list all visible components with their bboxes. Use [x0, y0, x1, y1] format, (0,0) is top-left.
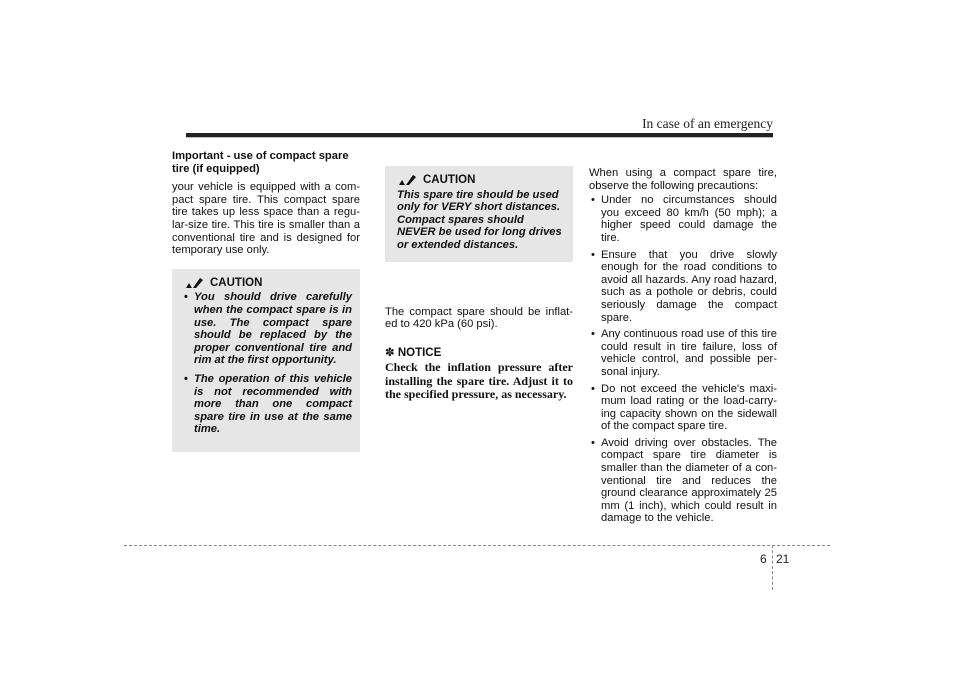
section-title: In case of an emergency: [642, 116, 773, 131]
footer-divider: [772, 545, 773, 590]
list-item: • Any continuous road use of this tire could result in tire failure, loss of vehicle control, and possible per-sonal injury.: [589, 328, 777, 378]
notice-title: ✽ NOTICE: [385, 346, 442, 359]
caution-list-1: [184, 291, 352, 436]
caution-box-2: [385, 166, 573, 262]
caution-title: [397, 174, 565, 187]
inflation-body: The compact spare should be inflat-ed to 420 kPa (60 psi).: [385, 305, 573, 331]
chapter-number: 6: [760, 552, 767, 566]
caution-text-2: This spare tire should be used only for VERY short distances. Compact spares should NEVER be used for long drives or extended distances.: [397, 188, 562, 251]
compact-spare-body: your vehicle is equipped with a com-pact spare tire. This compact spare tire takes up less space than a regu-lar-size tire. This tire is smaller than a conventional tire and is designed for temporary use only.: [172, 181, 360, 257]
caution-item: • The operation of this vehicle is not recommended with more than one compact spare tire in use at the same time.: [184, 373, 352, 436]
notice-text: Check the inflation pressure after installing the spare tire. Adjust it to the specified pressure, as necessary.: [385, 360, 573, 402]
list-item: • Avoid driving over obstacles. The compact spare tire diameter is smaller than the diameter of a con-ventional tire and reduces the ground clearance approximately 25 mm (1 inch), which could result in damage to the vehicle.: [589, 437, 777, 525]
page-number: 21: [776, 552, 790, 566]
precautions-list: [589, 194, 777, 525]
caution-title: [184, 277, 352, 290]
compact-spare-heading: Important - use of compact spare tire (if equipped): [172, 150, 349, 175]
list-item: • Ensure that you drive slowly enough for the road conditions to avoid all hazards. Any road hazard, such as a pothole or debris, could seriously damage the compact spare.: [589, 249, 777, 325]
caution-label: CAUTION: [210, 276, 263, 289]
caution-item: • You should drive carefully when the compact spare is in use. The compact spare should be replaced by the proper conventional tire and rim at the first opportunity.: [184, 291, 352, 367]
precautions-intro: When using a compact spare tire, observe the following precautions:: [589, 167, 777, 192]
pencil-slash-icon: [397, 174, 417, 186]
caution-box-1: [172, 269, 360, 452]
column-2: [385, 166, 573, 402]
list-item: • Do not exceed the vehicle's maxi-mum load rating or the load-carry-ing capacity shown on the sidewall of the compact spare tire.: [589, 383, 777, 433]
caution-label: CAUTION: [423, 174, 476, 186]
list-item: • Under no circumstances should you exceed 80 km/h (50 mph); a higher speed could damage the tire.: [589, 194, 777, 244]
header-rule-thin: [186, 137, 773, 138]
pencil-slash-icon: [184, 277, 204, 289]
column-3: [589, 167, 777, 529]
column-1: [172, 150, 360, 452]
footer-rule: [124, 545, 830, 546]
